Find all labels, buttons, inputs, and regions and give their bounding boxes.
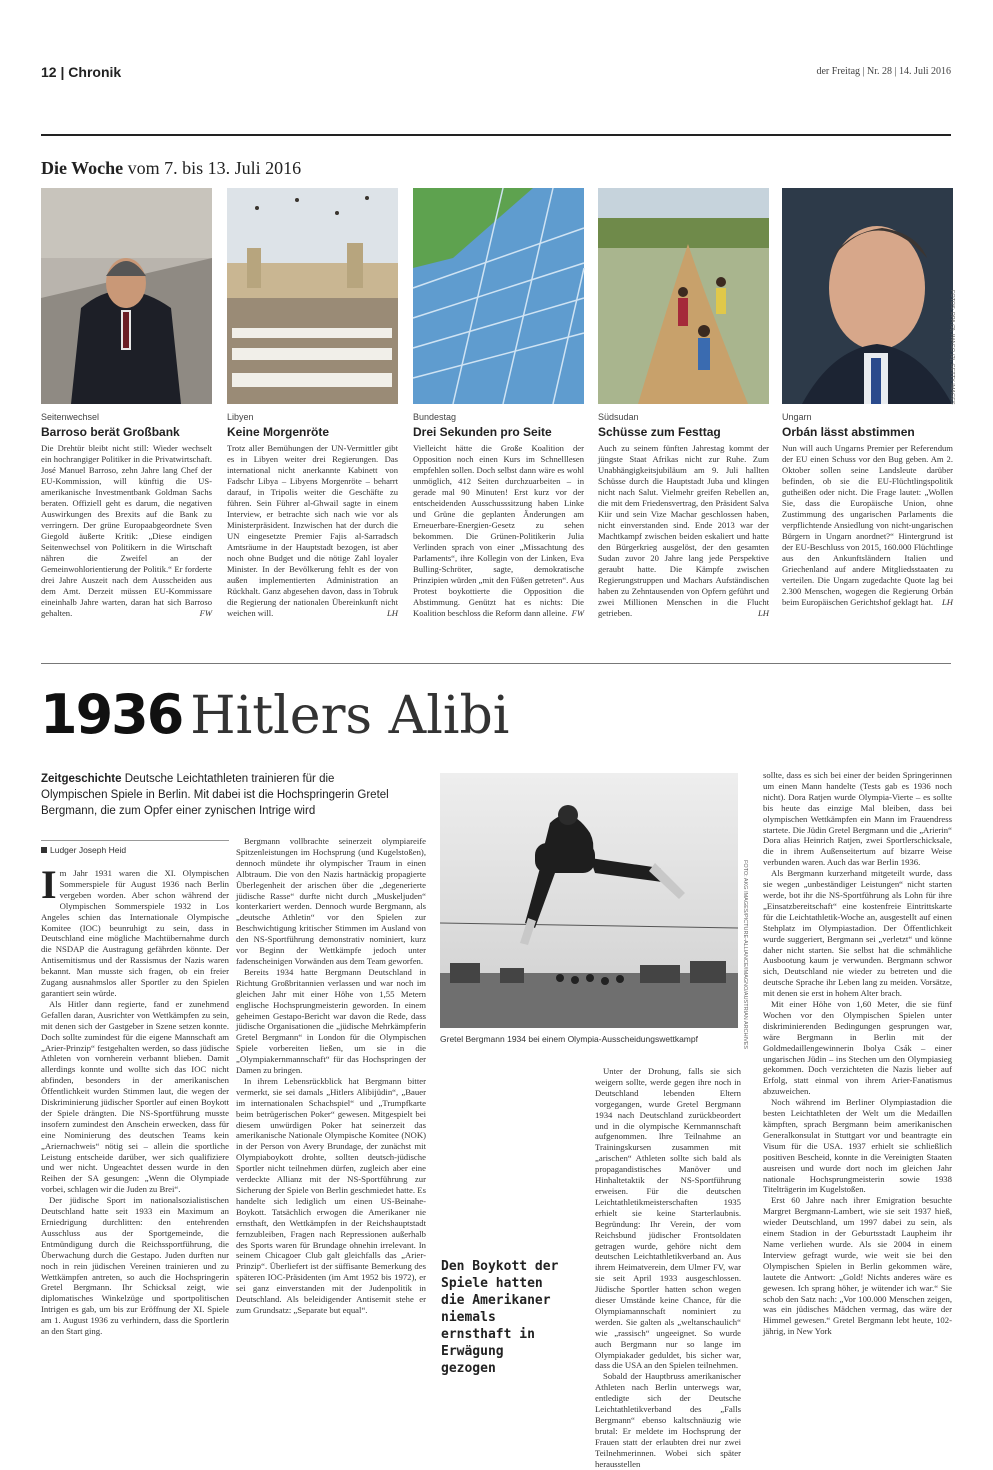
week-label: Die Woche [41, 158, 124, 178]
week-author: FW [199, 608, 212, 618]
south-sudan-photo [598, 188, 769, 404]
week-author: LH [387, 608, 398, 618]
article-column-3: Unter der Drohung, falls sie sich weigern sollte, werde gegen ihre noch in Deutschland lebenden Eltern vorgegangen, wurde Gretel Bergmann 1934 nach Deutschland zurückbeordert und in die olympische Kernmannschaft aufgenommen. Ihre Teilnahme an Trainingskursen zusammen mit „arischen“ Athleten sollte sich bald als propagandistisches Manöver und Hinhaltetaktik der NS-Sportführung erweisen. Für die deutschen Leichtathletikmeisterschaften 1935 erhielt sie keine Starterlaubnis. Begründung: Ihr Verein, der vom Reichsbund jüdischer Frontsoldaten getragen wurde, gehöre nicht dem deutschen Leichtathletikverband an. Aus ihrem Heimatverein, dem Ulmer FV, war sie seit April 1933 ausgeschlossen. Jüdische Sportler hatten schon wegen dieser Umstände keine Chance, für die Olympiamannschaft nominiert zu werden. Sie galten als „weltanschaulich“ wie „rassisch“ ungeeignet. So wurde auch Bergmann nur so lange im Olympiakader geduldet, bis sicher war, dass die USA an den Spielen teilnehmen. Sobald der Hauptbruss amerikanischer Athleten nach Berlin unterwegs war, entledigte sich der Deutsche Leichtathletikverband des „Falls Bergmann“ ebenso kaltschnäuzig wie brutal: Er meldete im Hochsprung der Frauen statt der erlaubten drei nur zwei Teilnehmerinnen. Wobei sich später herausstellen [595, 1066, 741, 1469]
pull-quote: Den Boykott der Spiele hatten die Amerikaner niemals ernsthaft in Erwägung gezogen [441, 1259, 559, 1376]
section-name: Chronik [68, 64, 122, 80]
week-author: LH [758, 608, 769, 618]
week-kicker: Südsudan [598, 412, 639, 422]
libya-photo [227, 188, 398, 404]
week-column-1 [41, 188, 212, 619]
week-body: Vielleicht hätte die Große Koalition der Opposition noch einen Kurs im Schnelllesen empfehlen sollen. Doch selbst dann wäre es wohl unmöglich, 412 Seiten durchzuarbeiten – in gerade mal 90 Minuten! Erst kurz vor der entscheidenden Ausschusssitzung haben Linke und Grüne die geplanten Änderungen am Erneuerbare-Energien-Gesetz zu sehen bekommen. Die Grünen-Politikerin Julia Verlinden sprach von einer „Missachtung des Parlaments“, ihre Kollegin von der Linken, Eva Bulling-Schröter, sagte, demokratische Prinzipien würden „mit den Füßen getreten“. Aus Protest boykottierte die Opposition die Abstimmung. Genützt hat es nichts: Die Koalition beschloss die Reform dann alleine. FW [413, 443, 584, 618]
article-photo-credit: FOTO: AKG IMAGES/PICTURE-ALLIANCE/IMAGNO/AUSTRIAN ARCHIVES [742, 860, 748, 1050]
week-kicker: Libyen [227, 412, 254, 422]
article-author [41, 840, 229, 855]
week-body: Auch zu seinem fünften Jahrestag kommt der jüngste Staat Afrikas nicht zur Ruhe. Zum Unabhängigkeitsjubiläum am 9. Juli hallten Schüsse durch die Hauptstadt Juba und klingen nicht nach Salut. Vielmehr greifen Rebellen an, die mit dem Friedensvertrag, den Präsident Salva Kiir und sein Vize Machar geschlossen haben, nicht einverstanden sind. Ende 2013 war der Machtkampf zwischen beiden eskaliert und hatte den Bürgerkrieg ausgelöst, der den gesamten Sudan zuvor 20 Jahre lang jede Perspektive geraubt hatte. Die Kämpfe zwischen Regierungstruppen und Machars Aufständischen haben zu Zehntausenden von Opfern geführt und zwei Millionen Menschen in die Flucht getrieben. LH [598, 443, 769, 618]
headline-title: Hitlers Alibi [190, 686, 510, 746]
issue-info: der Freitag | Nr. 28 | 14. Juli 2016 [816, 66, 951, 77]
week-author: FW [571, 608, 584, 618]
week-title: Barroso berät Großbank [41, 425, 180, 439]
page-header: 12 | Chronik [41, 64, 122, 80]
week-author: LH [942, 597, 953, 607]
article-headline [40, 683, 509, 760]
week-column-3 [413, 188, 584, 619]
week-column-4 [598, 188, 769, 619]
week-kicker: Ungarn [782, 412, 812, 422]
author-name: Ludger Joseph Heid [50, 845, 127, 855]
week-title: Drei Sekunden pro Seite [413, 425, 552, 439]
lead-label: Zeitgeschichte [41, 773, 122, 785]
section-rule [41, 663, 951, 664]
solar-panel-photo [413, 188, 584, 404]
article-lead [41, 771, 396, 819]
week-title: Schüsse zum Festtag [598, 425, 721, 439]
week-title: Orbán lässt abstimmen [782, 425, 915, 439]
week-dates: vom 7. bis 13. Juli 2016 [127, 158, 302, 178]
week-column-5 [782, 188, 953, 608]
week-body: Trotz aller Bemühungen der UN-Vermittler gibt es in Libyen weiter drei Regierungen. Das international nicht anerkannte Kabinett von Fadschr Libya – Libyens Morgenröte – beharrt darauf, in Tripolis weiter die Geschäfte zu führen. Sein Führer al-Ghwail sagte in einem Interview, er betrachte sich nach wie vor als Ministerpräsident. Inzwischen hat der durch die UN eingesetzte Premier Fajis al-Sarradsch Amtsräume in der Hauptstadt bezogen, ist aber noch ohne Budget und die nötige Zahl loyaler Minister. In der Bevölkerung fehlt es der von außen implementierten Administration an Rückhalt. Ganz abgesehen davon, dass in Tobruk die Regierung der nationalen Übereinkunft nicht weichen will. LH [227, 443, 398, 618]
week-kicker: Seitenwechsel [41, 412, 100, 422]
week-body: Nun will auch Ungarns Premier per Referendum der EU einen Schuss vor den Bug geben. Am 2. Oktober sollen seine Landsleute darüber befinden, ob sie die EU-Flüchtlingspolitik gutheißen oder nicht. Die Frage lautet: „Wollen Sie, dass die Europäische Union, ohne Zustimmung des ungarischen Parlaments die verpflichtende Ansiedlung von nicht-ungarischen Bürgern in Ungarn anordnet?“ Hintergrund ist der EU-Beschluss von 2015, 160.000 Flüchtlinge aus den Ankunftsländern Italien und Griechenland auf andere Mitgliedsstaaten zu verteilen. Die Ungarn zugedachte Quote lag bei 2.300 Menschen, wogegen die Regierung Orbán beim Europäischen Gerichtshof geklagt hat. LH [782, 443, 953, 607]
header-rule [41, 134, 951, 136]
photo-caption: Gretel Bergmann 1934 bei einem Olympia-Ausscheidungswettkampf [440, 1034, 698, 1044]
author-square-icon [41, 847, 47, 853]
week-column-2 [227, 188, 398, 619]
barroso-photo [41, 188, 212, 404]
headline-year: 1936 [40, 683, 183, 746]
article-column-2: Bergmann vollbrachte seinerzeit olympiareife Spitzenleistungen im Hochsprung (und Kugelstoßen), dennoch mündete ihr olympischer Traum in einen Albtraum. Die von den Nazis hartnäckig propagierte Überlegenheit der arischen über die „degenerierte jüdische Rasse“ durfte nicht durch „Muskeljuden“ konterkariert werden. Dennoch wurde Bergmann, als „deutsche Athletin“ vor den Spielen zur Beschwichtigung kritischer Stimmen im Ausland von den NS-Sportführung demonstrativ nominiert, kurz vor Beginn der Wettkämpfe jedoch unter fadenscheinigen Vorwänden aus dem Team geworfen. Bereits 1934 hatte Bergmann Deutschland in Richtung Großbritannien verlassen und war noch im gleichen Jahr mit einer Höhe von 1,55 Metern englische Hochsprungmeisterin geworden. In einem geheimen Gestapo-Bericht war davon die Rede, dass jüdische Organisationen die „jüdische Mehrkämpferin Gretel Bergmann“ in London für die Olympischen Spiele vorbereiten ließen, um sie in die „Olympiakernmannschaft“ für das Hochspringen der Damen zu bringen. In ihrem Lebensrückblick hat Bergmann bitter vermerkt, sie sei damals „Hitlers Alibijüdin“, „Bauer im internationalen Schachspiel“ und „Trumpfkarte beim betrügerischen Poker“ gewesen. Mitgespielt bei diesem unwürdigen Poker hat seinerzeit das amerikanische Nationale Olympische Komitee (NOK) in der Person von Avery Brundage, der zunächst mit Olympiaboykott drohte, sollten deutsch-jüdische Sportler nicht teilnehmen dürfen, zugleich aber eine verdeckte Allianz mit der NS-Sportführung zur Sicherung der Spiele von Berlin geschmiedet hatte. Es handelte sich lediglich um einen US-Beinahe-Boykott. Tatsächlich erwogen die Amerikaner nie ernsthaft, den Wettkämpfen in der Reichshauptstadt fernzubleiben, Fragen nach Repressionen außerhalb des Sports waren für Brundage ohnehin irrelevant. In seinem Chicagoer Club galt gleichfalls das „Arier-Prinzip“. Überliefert ist der süffisante Bemerkung des späteren IOC-Präsidenten (im Amt 1952 bis 1972), er sei ganz einverstanden mit der Judenpolitik in Deutschland. Als beleidigender Antisemit stehe er zum Grundsatz: „Separate but equal“. [236, 836, 426, 1315]
week-heading [41, 158, 301, 179]
article-column-1: Im Jahr 1931 waren die XI. Olympischen Sommerspiele für August 1936 nach Berlin vergeben worden. Aber schon während der Olympischen Sommerspiele 1932 in Los Angeles schien das Internationale Olympische Komitee (IOC) beunruhigt zu sein, dass in Deutschland eine mögliche Machtübernahme durch die NSDAP die Austragung gefährden könnte. Der Antisemitismus und der Rassismus der Nazis waren bekannt. Man musste sich fragen, ob ein freier Zugang ausnahmslos aller Sportler zu den Spielen garantiert sein würde. Als Hitler dann regierte, fand er zunehmend Gefallen daran, Ausrichter von Wettkämpfen zu sein, mit denen sich der Gastgeber in Szene setzen konnte. Doch sollte zumindest für die eigene Mannschaft am „Arier-Prinzip“ festgehalten werden, so dass jüdische Athleten von vornherein verbannt blieben. Damit allerdings konnte und wollte sich das IOC nicht abfinden, besonders in der amerikanischen Öffentlichkeit wurden Stimmen laut, die wegen der Diskriminierung jüdischer Sportler auf einen Boykott der Spiele drängten. Die NS-Sportführung musste insofern zumindest den Anschein erwecken, dass für eine Nominierung des deutschen Teams kein „Ariernachweis“ nötig sei – allein die sportliche Leistung entscheide darüber, wer sich qualifiziere und wer nicht. Ungeachtet dessen wurde in den Reihen der SA gesungen: „Wenn die Olympiade vorbei, schlagen wir die Juden zu Brei“. Der jüdische Sport im nationalsozialistischen Deutschland hatte seit 1933 ein Maximum an Erniedrigung durchlitten: den entehrenden Ausschluss aus der Sportgemeinde, die Entmündigung durch die Reichssportführung, die Überwachung durch die Gestapo. Juden durften nur noch in rein jüdischen Vereinen trainieren und zu Wettkämpfen antreten, so auch die Hochspringerin Gretel Bergmann. Ihr Schicksal zeigt, wie diplomatisches Winkelzüge und sportpolitischen Intrigen es gab, um bis zur Eröffnung der XI. Spiele am 1. August 1936 zu verhindern, dass die Sportlerin an den Start ging. [41, 862, 229, 1337]
high-jump-photo [440, 773, 738, 1028]
week-title: Keine Morgenröte [227, 425, 330, 439]
dropcap: I [41, 862, 57, 907]
week-photo-credit: FOTOS: DPA (2), IMAGO (2), GETTY IMAGES [949, 290, 955, 405]
page-number: 12 [41, 64, 57, 80]
article-column-4: sollte, dass es sich bei einer der beiden Springerinnen um einen Mann handelte (Tests gab es 1936 noch nicht). Dora Ratjen wurde Olympia-Vierte – es sollte bis heute das einzige Mal bleiben, dass bei olympischen Wettkämpfen ein Mann im Frauendress startete. Die Jüdin Gretel Bergmann und die „Arierin“ Dora alias Heinrich Ratjen, zwei Sportlerschicksale, die in ihrem Außenseitertum auf bizarre Weise verbunden waren. Auch das war Berlin 1936. Als Bergmann kurzerhand mitgeteilt wurde, dass sie wegen „unbeständiger Leistungen“ nicht starten werde, bot ihr die NS-Sportführung als Lohn für ihre „Einsatzbereitschaft“ eine kostenfreie Eintrittskarte für die Leichtathletik-Woche an, ausgestellt auf einen Stehplatz im Olympiastadion. Der Öffentlichkeit wurde suggeriert, Bergmann sei „verletzt“ und könne daher nicht starten. Sie selbst hat die schmähliche Ausbootung kaum je verwunden. Bergmann schwor sich, Deutschland nie wieder zu betreten und die deutsche Sprache ihr Leben lang zu meiden. Vorsätze, mit denen sie erst in hohem Alter brach. Mit einer Höhe von 1,60 Meter, die sie fünf Wochen vor den Olympischen Spielen unter diskriminierenden Bedingungen gesprungen war, wäre Bergmann in Berlin mit der Goldmedaillengewinnerin Ibolya Csák – einer ungarischen Jüdin – ins Stechen um den Olympiasieg gekommen. Doch verzichteten die Nazis lieber auf Erfolg, statt einmal von ihrem Arier-Fanatismus abzuweichen. Noch während im Berliner Olympiastadion die besten Leichtathleten der Welt um die Medaillen kämpften, sprach Bergmann beim amerikanischen Generalkonsulat in Stuttgart vor und beantragte ein Visum für die USA. 1937 erhielt sie schließlich positiven Bescheid, konnte in die Vereinigten Staaten ausreisen und wurde dort noch im gleichen Jahr nationale Hochsprungmeisterin sowie 1938 Titelträgerin im Kugelstoßen. Erst 60 Jahre nach ihrer Emigration besuchte Margret Bergmann-Lambert, wie sie seit 1937 hieß, wieder Deutschland, um 1997 dabei zu sein, als einem Stadion in der Geburtsstadt Laupheim ihr Name verliehen wurde. Als sie 2004 in einem Interview gefragt wurde, wie weit sie bei den Olympischen Spielen in Berlin gekommen wäre, lautete die Antwort: „Gold! Nichts anderes wäre es gewesen. Ich sprang höher, je wütender ich war.“ Sie schob den Satz nach: „Vor 100.000 Menschen zeigen, was ein jüdisches Mädchen vermag, das wäre der Himmel gewesen.“ Gretel Bergmann lebt heute, 102-jährig, in New York [763, 770, 952, 1337]
orban-photo [782, 188, 953, 404]
week-body: Die Drehtür bleibt nicht still: Wieder wechselt ein hochrangiger Politiker in die Privatwirtschaft. José Manuel Barroso, zehn Jahre lang Chef der EU-Kommission, will künftig die US-amerikanische Investmentbank Goldman Sachs beraten. Offiziell geht es darum, die negativen Auswirkungen des Brexits auf die Bank zu verringern. Der grüne Europaabgeordnete Sven Giegold äußerte Kritik: „Diese eindigen Seitenwechsel von Politikern in die Wirtschaft nähren die Zweifel an der Gemeinwohlorientierung der Politik.“ Er forderte drei Jahre Auszeit nach dem Ausscheiden aus dem Amt. Derzeit müssen EU-Kommissare eineinhalb Jahre warten, daran hat sich Barroso gehalten. FW [41, 443, 212, 618]
week-kicker: Bundestag [413, 412, 457, 422]
lead-text: Deutsche Leichtathleten trainieren für die Olympischen Spiele in Berlin. Mit dabei ist die Hochspringerin Gretel Bergmann, die zum Opfer einer zynischen Intrige wird [41, 773, 389, 817]
